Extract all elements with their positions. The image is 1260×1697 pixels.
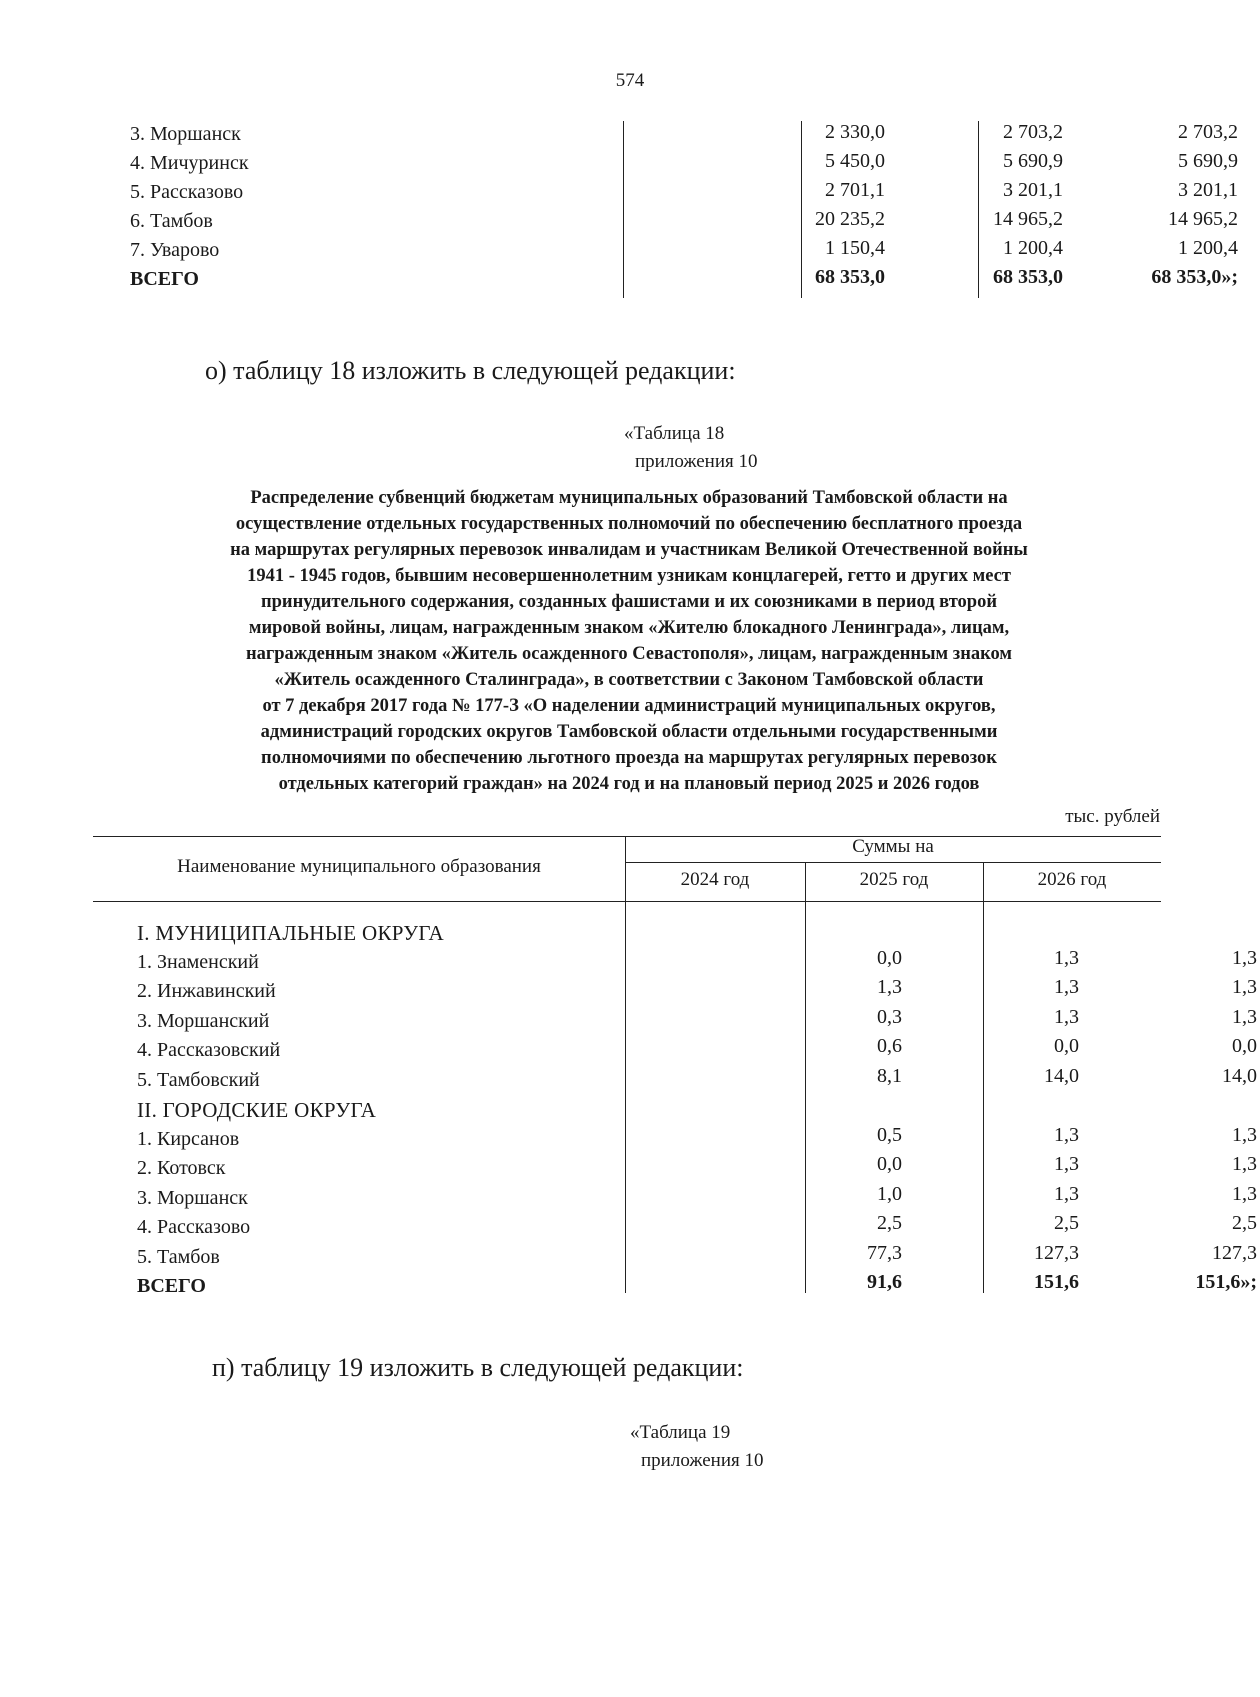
total-2024: 68 353,0 — [815, 266, 885, 288]
value-2024: 0,5 — [877, 1123, 902, 1146]
title-line: «Житель осажденного Сталинграда», в соответствии с Законом Тамбовской области — [274, 670, 984, 690]
value-2025: 14,0 — [1044, 1064, 1079, 1087]
table-row — [130, 150, 1238, 179]
title-line: награжденным знаком «Житель осажденного Севастополя», лицам, награжденным знаком — [245, 644, 1013, 664]
header-2024: 2024 год — [680, 869, 750, 890]
value-2024: 77,3 — [867, 1241, 902, 1264]
table18-caption-line1: «Таблица 18 — [624, 423, 725, 444]
title-line: полномочиями по обеспечению льготного проезда на маршрутах регулярных перевозок — [261, 748, 997, 768]
units-label: тыс. рублей — [1065, 806, 1160, 827]
title-line: от 7 декабря 2017 года № 177-З «О наделении администраций муниципальных округов, — [262, 696, 996, 716]
value-2025: 127,3 — [1034, 1241, 1079, 1264]
row-name: 6. Тамбов — [130, 210, 213, 232]
table19-caption-line2: приложения 10 — [641, 1450, 764, 1471]
row-name: 3. Моршанский — [137, 1009, 270, 1032]
table-row — [137, 976, 1257, 1006]
title-line: мировой войны, лицам, награжденным знаком «Жителю блокадного Ленинграда», лицам, — [248, 618, 1010, 638]
value-2025: 14 965,2 — [993, 208, 1063, 230]
page-number: 574 — [615, 70, 645, 91]
total-row — [137, 1271, 1257, 1301]
value-2025: 1,3 — [1054, 1123, 1079, 1146]
total-label: ВСЕГО — [137, 1275, 206, 1297]
value-2024: 0,0 — [877, 946, 902, 969]
table-row — [137, 1241, 1257, 1272]
table-row — [137, 1123, 1257, 1154]
table-row — [137, 1035, 1257, 1065]
value-2025: 1,3 — [1054, 1153, 1079, 1175]
total-label: ВСЕГО — [130, 268, 199, 290]
section-title: I. МУНИЦИПАЛЬНЫЕ ОКРУГА — [137, 921, 445, 945]
table-row — [130, 121, 1238, 150]
header-2025: 2025 год — [859, 869, 929, 890]
title-line: Распределение субвенций бюджетам муниципальных образований Тамбовской области на — [250, 488, 1008, 508]
table19-caption-line1: «Таблица 19 — [630, 1422, 731, 1443]
row-name: 2. Котовск — [137, 1157, 226, 1179]
header-name-column: Наименование муниципального образования — [177, 856, 541, 877]
header-bottom-rule — [93, 901, 1161, 902]
row-name: 5. Рассказово — [130, 181, 244, 203]
section-title: II. ГОРОДСКИЕ ОКРУГА — [137, 1098, 377, 1122]
value-2026: 1,3 — [1232, 1005, 1257, 1028]
value-2026: 2,5 — [1232, 1212, 1257, 1234]
value-2026: 2 703,2 — [1178, 121, 1238, 143]
title-line: принудительного содержания, созданных фашистами и их союзниками в период второй — [260, 592, 998, 612]
title-line: администраций городских округов Тамбовской области отдельными государственными — [260, 722, 998, 742]
row-name: 3. Моршанск — [130, 123, 241, 145]
row-name: 1. Знаменский — [137, 950, 259, 973]
table18-caption-line2: приложения 10 — [635, 451, 758, 472]
instruction-p: п) таблицу 19 изложить в следующей редакции: — [212, 1353, 744, 1382]
row-name: 4. Мичуринск — [130, 152, 249, 174]
value-2026: 1,3 — [1232, 1182, 1257, 1205]
total-2025: 151,6 — [1034, 1271, 1079, 1293]
prev-table — [130, 121, 1238, 295]
value-2024: 0,0 — [877, 1153, 902, 1175]
section-row — [137, 917, 1177, 947]
header-sums-on: Суммы на — [852, 836, 934, 857]
value-2024: 2,5 — [877, 1212, 902, 1234]
value-2025: 1 200,4 — [1003, 237, 1063, 259]
value-2024: 2 330,0 — [825, 121, 885, 143]
total-row — [130, 266, 1238, 295]
value-2026: 14,0 — [1222, 1064, 1257, 1087]
value-2026: 5 690,9 — [1178, 150, 1238, 172]
row-name: 3. Моршанск — [137, 1186, 248, 1209]
table-row — [130, 179, 1238, 208]
value-2026: 14 965,2 — [1168, 208, 1238, 230]
row-name: 1. Кирсанов — [137, 1127, 240, 1150]
value-2024: 20 235,2 — [815, 208, 885, 230]
sums-header-rule — [625, 862, 1161, 863]
value-2025: 1,3 — [1054, 976, 1079, 998]
table-row — [137, 1005, 1257, 1036]
section-row — [137, 1094, 1177, 1124]
value-2026: 1,3 — [1232, 976, 1257, 998]
value-2025: 2,5 — [1054, 1212, 1079, 1234]
table-row — [130, 208, 1238, 237]
header-2026: 2026 год — [1037, 869, 1107, 890]
value-2025: 1,3 — [1054, 1182, 1079, 1205]
table-row — [137, 1064, 1257, 1095]
table-row — [137, 1212, 1257, 1242]
total-2026: 151,6»; — [1195, 1271, 1257, 1293]
row-name: 7. Уварово — [130, 239, 220, 261]
value-2024: 8,1 — [877, 1064, 902, 1087]
row-name: 5. Тамбовский — [137, 1068, 260, 1091]
value-2024: 2 701,1 — [825, 179, 885, 201]
row-name: 5. Тамбов — [137, 1245, 220, 1268]
table-row — [137, 1182, 1257, 1213]
table-row — [137, 1153, 1257, 1183]
value-2025: 2 703,2 — [1003, 121, 1063, 143]
table18-body — [137, 917, 1257, 1301]
total-2025: 68 353,0 — [993, 266, 1063, 288]
value-2024: 1,0 — [877, 1182, 902, 1205]
table18-title — [135, 485, 1123, 797]
value-2026: 3 201,1 — [1178, 179, 1238, 201]
value-2026: 0,0 — [1232, 1035, 1257, 1057]
table-row — [130, 237, 1238, 266]
value-2026: 127,3 — [1212, 1241, 1257, 1264]
row-name: 4. Рассказово — [137, 1216, 251, 1238]
instruction-o: о) таблицу 18 изложить в следующей редакции: — [205, 356, 736, 385]
total-2026: 68 353,0»; — [1151, 266, 1238, 288]
value-2026: 1,3 — [1232, 946, 1257, 969]
title-line: осуществление отдельных государственных полномочий по обеспечению бесплатного проезда — [235, 514, 1023, 534]
row-name: 2. Инжавинский — [137, 980, 276, 1002]
value-2024: 5 450,0 — [825, 150, 885, 172]
value-2024: 0,3 — [877, 1005, 902, 1028]
value-2026: 1,3 — [1232, 1153, 1257, 1175]
value-2026: 1,3 — [1232, 1123, 1257, 1146]
value-2024: 1 150,4 — [825, 237, 885, 259]
value-2025: 1,3 — [1054, 946, 1079, 969]
value-2026: 1 200,4 — [1178, 237, 1238, 259]
value-2025: 5 690,9 — [1003, 150, 1063, 172]
title-line: на маршрутах регулярных перевозок инвалидам и участникам Великой Отечественной войны — [230, 540, 1028, 560]
value-2025: 3 201,1 — [1003, 179, 1063, 201]
total-2024: 91,6 — [867, 1271, 902, 1293]
value-2024: 1,3 — [877, 976, 902, 998]
value-2025: 1,3 — [1054, 1005, 1079, 1028]
row-name: 4. Рассказовский — [137, 1039, 281, 1061]
title-line: 1941 - 1945 годов, бывшим несовершеннолетним узникам концлагерей, гетто и других мест — [247, 566, 1011, 586]
value-2025: 0,0 — [1054, 1035, 1079, 1057]
title-line: отдельных категорий граждан» на 2024 год и на плановый период 2025 и 2026 годов — [278, 774, 980, 794]
value-2024: 0,6 — [877, 1035, 902, 1057]
table-row — [137, 946, 1257, 977]
